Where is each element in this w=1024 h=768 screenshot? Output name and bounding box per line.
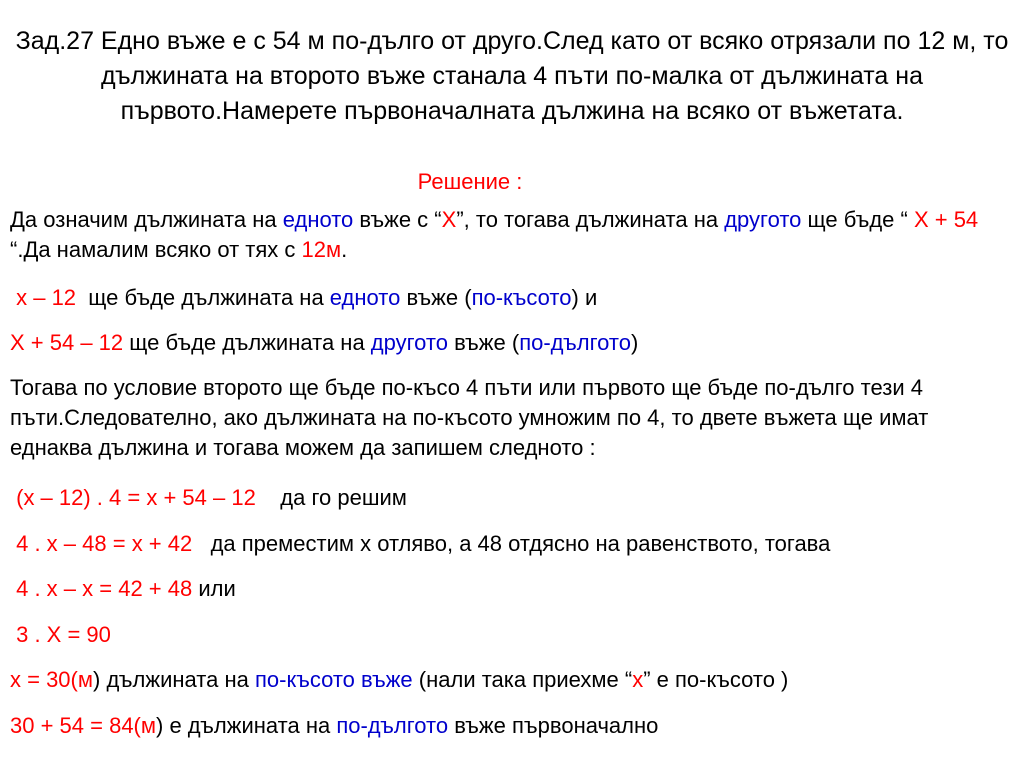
equation-1-note: да го решим <box>255 485 407 510</box>
long-rope-text-2: въже ( <box>447 330 520 355</box>
answer-long-rope <box>10 711 1014 741</box>
intro-paragraph <box>10 205 1014 265</box>
long-rope-expression: X + 54 – 12 <box>10 330 124 355</box>
equation-4-expression: 3 . X = 90 <box>10 622 111 647</box>
equation-2 <box>10 529 1014 559</box>
condition-paragraph: Тогава по условие второто ще бъде по-късо 4 пъти или първото ще бъде по-дълго тези 4 пъти.Следователно, ако дължината на по-късото умножим по 4, то двете въжета ще имат еднаква дължина и тогава можем да запишем следното : <box>10 375 929 460</box>
equation-2-expression: 4 . x – 48 = x + 42 <box>10 531 193 556</box>
answer-short-word: по-късото въже <box>254 667 413 692</box>
equation-3-note: или <box>192 576 236 601</box>
answer-short-value: x = 30(м <box>10 667 93 692</box>
intro-cut-length: 12м <box>301 237 342 262</box>
intro-word-one: едното <box>282 207 354 232</box>
intro-text-1: Да означим дължината на <box>10 207 283 232</box>
short-rope-line <box>10 283 1014 313</box>
long-rope-word-longer: по-дългото <box>519 330 631 355</box>
answer-long-text-2: въже първоначално <box>448 713 659 738</box>
intro-text-5: “.Да намалим всяко от тях с <box>10 237 302 262</box>
answer-short-variable-x: x <box>632 667 644 692</box>
intro-expression: X + 54 <box>913 207 979 232</box>
solution-heading: Решение : <box>417 169 523 194</box>
long-rope-line <box>10 328 1014 358</box>
intro-text-2: въже с “ <box>353 207 442 232</box>
equation-2-note: да преместим x отляво, а 48 отдясно на равенството, тогава <box>192 531 831 556</box>
short-rope-word-one: едното <box>329 285 401 310</box>
short-rope-text-3: ) и <box>571 285 598 310</box>
equation-1 <box>10 483 1014 513</box>
answer-long-text-1: ) е дължината на <box>156 713 337 738</box>
answer-long-value: 30 + 54 = 84(м <box>10 713 157 738</box>
intro-text-3: ”, то тогава дължината на <box>456 207 725 232</box>
intro-text-6: . <box>341 237 348 262</box>
equation-1-expression: (x – 12) . 4 = x + 54 – 12 <box>10 485 256 510</box>
equation-4 <box>10 620 1014 650</box>
short-rope-word-shorter: по-късото <box>471 285 572 310</box>
short-rope-expression: x – 12 <box>10 285 83 310</box>
long-rope-word-other: другото <box>370 330 448 355</box>
long-rope-text-1: ще бъде дължината на <box>123 330 371 355</box>
answer-short-rope <box>10 665 1014 695</box>
answer-short-text-1: ) дължината на <box>93 667 255 692</box>
answer-short-text-2: (нали така приехме “ <box>412 667 633 692</box>
intro-word-other: другото <box>724 207 802 232</box>
answer-short-text-3: ” е по-късото ) <box>643 667 789 692</box>
short-rope-text-2: въже ( <box>400 285 472 310</box>
short-rope-text-1: ще бъде дължината на <box>82 285 330 310</box>
equation-3 <box>10 574 1014 604</box>
intro-text-4: ще бъде “ <box>801 207 914 232</box>
answer-long-word: по-дългото <box>336 713 449 738</box>
problem-statement: Зад.27 Едно въже е с 54 м по-дълго от друго.След като от всяко отрязали по 12 м, то дължината на второто въже станала 4 пъти по-малка от дължината на първото.Намерете първоначалната дължина на всяко от въжетата. <box>15 27 1009 125</box>
intro-variable-x: X <box>441 207 457 232</box>
long-rope-text-3: ) <box>630 330 639 355</box>
equation-3-expression: 4 . x – x = 42 + 48 <box>10 576 193 601</box>
